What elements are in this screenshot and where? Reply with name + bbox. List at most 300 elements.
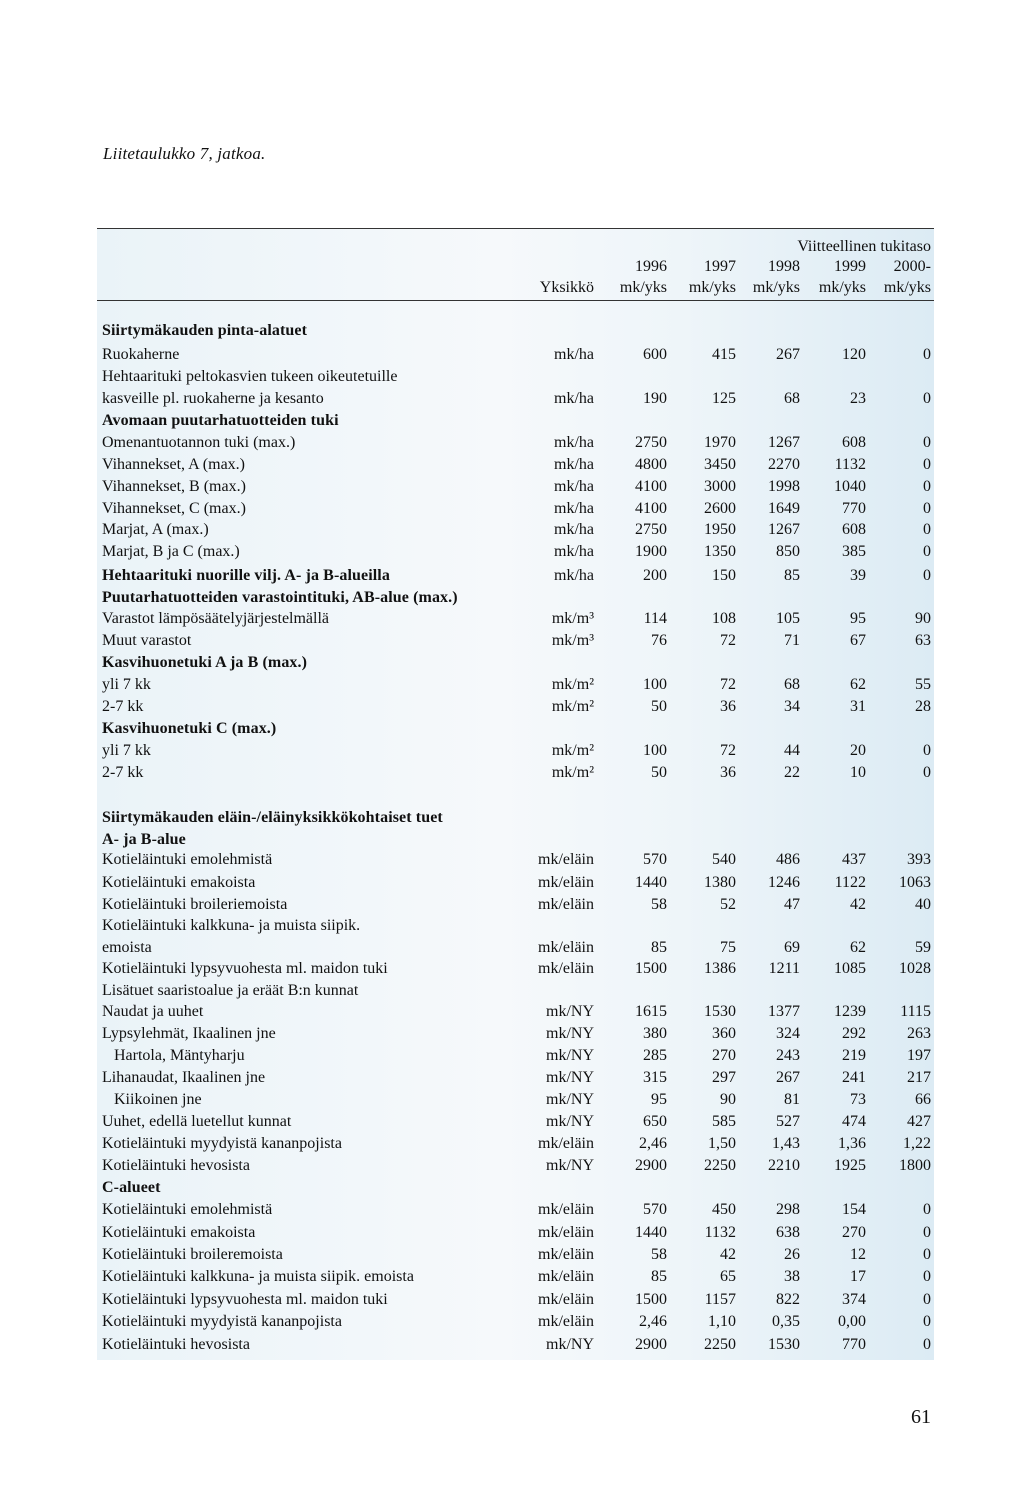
row-label: Kotieläintuki broileriemoista bbox=[102, 896, 288, 913]
section-heading: A- ja B-alue bbox=[102, 831, 186, 848]
value-cell: 72 bbox=[720, 742, 736, 759]
value-cell: 1122 bbox=[834, 874, 866, 891]
value-cell: 59 bbox=[915, 939, 931, 956]
header-year: 1998 bbox=[768, 258, 800, 275]
value-cell: 1,36 bbox=[838, 1135, 866, 1152]
row-label: Marjat, A (max.) bbox=[102, 521, 209, 538]
row-unit: mk/eläin bbox=[538, 939, 594, 956]
section-heading-row bbox=[0, 1177, 1024, 1199]
value-cell: 540 bbox=[712, 851, 736, 868]
value-cell: 154 bbox=[842, 1201, 866, 1218]
row-unit: mk/m² bbox=[551, 742, 594, 759]
value-cell: 385 bbox=[842, 543, 866, 560]
value-cell: 4800 bbox=[635, 456, 667, 473]
value-cell: 197 bbox=[907, 1047, 931, 1064]
value-cell: 600 bbox=[643, 346, 667, 363]
value-cell: 0,35 bbox=[772, 1313, 800, 1330]
section-heading: Kasvihuonetuki C (max.) bbox=[102, 720, 277, 737]
value-cell: 1925 bbox=[834, 1157, 866, 1174]
value-cell: 486 bbox=[776, 851, 800, 868]
value-cell: 0 bbox=[923, 346, 931, 363]
table-caption: Liitetaulukko 7, jatkoa. bbox=[103, 144, 266, 163]
header-year-unit: mk/yks bbox=[688, 279, 736, 296]
row-label: Vihannekset, C (max.) bbox=[102, 500, 246, 517]
value-cell: 42 bbox=[850, 896, 866, 913]
value-cell: 114 bbox=[643, 610, 667, 627]
row-unit: mk/NY bbox=[546, 1113, 594, 1130]
row-unit: mk/NY bbox=[546, 1047, 594, 1064]
table-row bbox=[0, 1133, 1024, 1155]
value-cell: 427 bbox=[907, 1113, 931, 1130]
value-cell: 0 bbox=[923, 543, 931, 560]
value-cell: 0 bbox=[923, 1336, 931, 1353]
value-cell: 1132 bbox=[834, 456, 866, 473]
value-cell: 28 bbox=[915, 698, 931, 715]
value-cell: 120 bbox=[842, 346, 866, 363]
value-cell: 71 bbox=[784, 632, 800, 649]
row-unit: mk/ha bbox=[554, 500, 594, 517]
header-year: 1996 bbox=[635, 258, 667, 275]
row-unit: mk/m² bbox=[551, 698, 594, 715]
value-cell: 0 bbox=[923, 1246, 931, 1263]
value-cell: 76 bbox=[651, 632, 667, 649]
value-cell: 1267 bbox=[768, 434, 800, 451]
table-row bbox=[0, 519, 1024, 541]
value-cell: 36 bbox=[720, 698, 736, 715]
row-unit: mk/eläin bbox=[538, 1246, 594, 1263]
row-unit: mk/NY bbox=[546, 1157, 594, 1174]
value-cell: 95 bbox=[651, 1091, 667, 1108]
value-cell: 285 bbox=[643, 1047, 667, 1064]
table-row bbox=[0, 1067, 1024, 1089]
page-number: 61 bbox=[911, 1406, 931, 1428]
table-row bbox=[0, 630, 1024, 652]
value-cell: 65 bbox=[720, 1268, 736, 1285]
value-cell: 324 bbox=[776, 1025, 800, 1042]
row-label: 2-7 kk bbox=[102, 698, 144, 715]
value-cell: 374 bbox=[842, 1291, 866, 1308]
section-heading: Avomaan puutarhatuotteiden tuki bbox=[102, 412, 339, 429]
header-unit-column: Yksikkö bbox=[539, 279, 594, 296]
value-cell: 437 bbox=[842, 851, 866, 868]
table-row bbox=[0, 476, 1024, 498]
value-cell: 52 bbox=[720, 896, 736, 913]
table-row bbox=[0, 1334, 1024, 1356]
value-cell: 90 bbox=[720, 1091, 736, 1108]
section-heading: Siirtymäkauden eläin-/eläinyksikkökohtaiset tuet bbox=[102, 809, 443, 826]
table-row bbox=[0, 1311, 1024, 1333]
section-heading: Siirtymäkauden pinta-alatuet bbox=[102, 322, 308, 339]
row-label: Varastot lämpösäätelyjärjestelmällä bbox=[102, 610, 330, 627]
value-cell: 100 bbox=[643, 742, 667, 759]
value-cell: 2900 bbox=[635, 1157, 667, 1174]
table-row bbox=[0, 1289, 1024, 1311]
row-label: Uuhet, edellä luetellut kunnat bbox=[102, 1113, 292, 1130]
row-label: Kotieläintuki lypsyvuohesta ml. maidon tuki bbox=[102, 960, 388, 977]
table-row bbox=[0, 980, 1024, 1002]
value-cell: 0 bbox=[923, 1313, 931, 1330]
table-row bbox=[0, 366, 1024, 388]
value-cell: 1440 bbox=[635, 1224, 667, 1241]
value-cell: 58 bbox=[651, 1246, 667, 1263]
table-row bbox=[0, 1001, 1024, 1023]
value-cell: 270 bbox=[712, 1047, 736, 1064]
value-cell: 1530 bbox=[768, 1336, 800, 1353]
table-row bbox=[0, 498, 1024, 520]
value-cell: 1063 bbox=[899, 874, 931, 891]
row-label: Kotieläintuki emakoista bbox=[102, 1224, 256, 1241]
row-unit: mk/m³ bbox=[551, 610, 594, 627]
row-unit: mk/ha bbox=[554, 346, 594, 363]
row-unit: mk/NY bbox=[546, 1069, 594, 1086]
row-unit: mk/eläin bbox=[538, 1268, 594, 1285]
value-cell: 360 bbox=[712, 1025, 736, 1042]
table-row bbox=[0, 1023, 1024, 1045]
value-cell: 2750 bbox=[635, 434, 667, 451]
value-cell: 1,10 bbox=[708, 1313, 736, 1330]
value-cell: 58 bbox=[651, 896, 667, 913]
row-label: Kotieläintuki lypsyvuohesta ml. maidon tuki bbox=[102, 1291, 388, 1308]
section-heading: Kasvihuonetuki A ja B (max.) bbox=[102, 654, 308, 671]
section-heading-row bbox=[0, 652, 1024, 674]
value-cell: 2750 bbox=[635, 521, 667, 538]
row-label: emoista bbox=[102, 939, 152, 956]
row-unit: mk/m³ bbox=[551, 632, 594, 649]
value-cell: 219 bbox=[842, 1047, 866, 1064]
value-cell: 10 bbox=[850, 764, 866, 781]
value-cell: 1950 bbox=[704, 521, 736, 538]
value-cell: 415 bbox=[712, 346, 736, 363]
value-cell: 50 bbox=[651, 764, 667, 781]
value-cell: 2600 bbox=[704, 500, 736, 517]
value-cell: 243 bbox=[776, 1047, 800, 1064]
value-cell: 1970 bbox=[704, 434, 736, 451]
value-cell: 0 bbox=[923, 521, 931, 538]
value-cell: 2900 bbox=[635, 1336, 667, 1353]
value-cell: 69 bbox=[784, 939, 800, 956]
row-label: Naudat ja uuhet bbox=[102, 1003, 204, 1020]
row-unit: mk/ha bbox=[554, 521, 594, 538]
section-heading-row bbox=[0, 565, 1024, 587]
value-cell: 108 bbox=[712, 610, 736, 627]
row-label: Muut varastot bbox=[102, 632, 192, 649]
row-label: Hehtaarituki peltokasvien tukeen oikeutetuille bbox=[102, 368, 398, 385]
value-cell: 2250 bbox=[704, 1157, 736, 1174]
value-cell: 23 bbox=[850, 390, 866, 407]
table-row bbox=[0, 894, 1024, 916]
value-cell: 0 bbox=[923, 1291, 931, 1308]
row-label: Kotieläintuki kalkkuna- ja muista siipik. emoista bbox=[102, 1268, 414, 1285]
value-cell: 0 bbox=[923, 567, 931, 584]
row-label: yli 7 kk bbox=[102, 742, 151, 759]
value-cell: 1239 bbox=[834, 1003, 866, 1020]
row-label: Kiikoinen jne bbox=[114, 1091, 202, 1108]
value-cell: 2270 bbox=[768, 456, 800, 473]
section-heading-row bbox=[0, 829, 1024, 851]
value-cell: 100 bbox=[643, 676, 667, 693]
value-cell: 125 bbox=[712, 390, 736, 407]
row-unit: mk/eläin bbox=[538, 1201, 594, 1218]
value-cell: 0 bbox=[923, 390, 931, 407]
value-cell: 1500 bbox=[635, 960, 667, 977]
value-cell: 1211 bbox=[768, 960, 800, 977]
value-cell: 190 bbox=[643, 390, 667, 407]
value-cell: 0 bbox=[923, 1201, 931, 1218]
row-label: kasveille pl. ruokaherne ja kesanto bbox=[102, 390, 324, 407]
value-cell: 638 bbox=[776, 1224, 800, 1241]
value-cell: 1115 bbox=[900, 1003, 931, 1020]
row-unit: mk/eläin bbox=[538, 1291, 594, 1308]
value-cell: 1800 bbox=[899, 1157, 931, 1174]
value-cell: 585 bbox=[712, 1113, 736, 1130]
value-cell: 380 bbox=[643, 1025, 667, 1042]
table-row bbox=[0, 1111, 1024, 1133]
value-cell: 44 bbox=[784, 742, 800, 759]
row-unit: mk/ha bbox=[554, 567, 594, 584]
header-year: 2000- bbox=[893, 258, 931, 275]
table-row bbox=[0, 1199, 1024, 1221]
value-cell: 527 bbox=[776, 1113, 800, 1130]
value-cell: 1157 bbox=[704, 1291, 736, 1308]
value-cell: 1,22 bbox=[903, 1135, 931, 1152]
table-row bbox=[0, 1244, 1024, 1266]
table-row bbox=[0, 1222, 1024, 1244]
value-cell: 20 bbox=[850, 742, 866, 759]
value-cell: 822 bbox=[776, 1291, 800, 1308]
row-label: Vihannekset, A (max.) bbox=[102, 456, 246, 473]
table-row bbox=[0, 388, 1024, 410]
section-heading-row bbox=[0, 320, 1024, 342]
row-unit: mk/eläin bbox=[538, 1135, 594, 1152]
value-cell: 42 bbox=[720, 1246, 736, 1263]
row-unit: mk/eläin bbox=[538, 1313, 594, 1330]
value-cell: 3450 bbox=[704, 456, 736, 473]
section-heading: Hehtaarituki nuorille vilj. A- ja B-alueilla bbox=[102, 567, 390, 584]
value-cell: 34 bbox=[784, 698, 800, 715]
value-cell: 63 bbox=[915, 632, 931, 649]
value-cell: 1386 bbox=[704, 960, 736, 977]
row-unit: mk/ha bbox=[554, 543, 594, 560]
row-unit: mk/eläin bbox=[538, 896, 594, 913]
value-cell: 47 bbox=[784, 896, 800, 913]
row-label: Kotieläintuki myydyistä kananpojista bbox=[102, 1135, 342, 1152]
row-unit: mk/ha bbox=[554, 478, 594, 495]
row-unit: mk/m² bbox=[551, 764, 594, 781]
value-cell: 22 bbox=[784, 764, 800, 781]
value-cell: 12 bbox=[850, 1246, 866, 1263]
value-cell: 66 bbox=[915, 1091, 931, 1108]
value-cell: 2,46 bbox=[639, 1135, 667, 1152]
value-cell: 55 bbox=[915, 676, 931, 693]
value-cell: 67 bbox=[850, 632, 866, 649]
value-cell: 105 bbox=[776, 610, 800, 627]
row-label: 2-7 kk bbox=[102, 764, 144, 781]
row-label: yli 7 kk bbox=[102, 676, 151, 693]
value-cell: 2250 bbox=[704, 1336, 736, 1353]
value-cell: 40 bbox=[915, 896, 931, 913]
value-cell: 1615 bbox=[635, 1003, 667, 1020]
header-year-unit: mk/yks bbox=[883, 279, 931, 296]
top-rule bbox=[97, 228, 934, 229]
row-label: Kotieläintuki kalkkuna- ja muista siipik. bbox=[102, 917, 361, 934]
value-cell: 200 bbox=[643, 567, 667, 584]
value-cell: 1500 bbox=[635, 1291, 667, 1308]
section-heading-row bbox=[0, 410, 1024, 432]
row-unit: mk/NY bbox=[546, 1003, 594, 1020]
table-row bbox=[0, 454, 1024, 476]
value-cell: 2210 bbox=[768, 1157, 800, 1174]
value-cell: 1530 bbox=[704, 1003, 736, 1020]
value-cell: 72 bbox=[720, 632, 736, 649]
row-unit: mk/eläin bbox=[538, 960, 594, 977]
value-cell: 1900 bbox=[635, 543, 667, 560]
section-heading: Puutarhatuotteiden varastointituki, AB-alue (max.) bbox=[102, 589, 458, 606]
table-row bbox=[0, 674, 1024, 696]
header-group-label: Viitteellinen tukitaso bbox=[797, 238, 931, 255]
row-label: Hartola, Mäntyharju bbox=[114, 1047, 245, 1064]
header-year: 1999 bbox=[834, 258, 866, 275]
row-label: Kotieläintuki emakoista bbox=[102, 874, 256, 891]
value-cell: 217 bbox=[907, 1069, 931, 1086]
value-cell: 0 bbox=[923, 764, 931, 781]
section-heading-row bbox=[0, 807, 1024, 829]
value-cell: 85 bbox=[651, 1268, 667, 1285]
value-cell: 0,00 bbox=[838, 1313, 866, 1330]
table-row bbox=[0, 696, 1024, 718]
value-cell: 770 bbox=[842, 1336, 866, 1353]
row-label: Vihannekset, B (max.) bbox=[102, 478, 246, 495]
value-cell: 75 bbox=[720, 939, 736, 956]
value-cell: 0 bbox=[923, 1268, 931, 1285]
value-cell: 50 bbox=[651, 698, 667, 715]
header-year-unit: mk/yks bbox=[619, 279, 667, 296]
table-row bbox=[0, 541, 1024, 563]
value-cell: 315 bbox=[643, 1069, 667, 1086]
row-unit: mk/ha bbox=[554, 456, 594, 473]
row-unit: mk/NY bbox=[546, 1091, 594, 1108]
value-cell: 150 bbox=[712, 567, 736, 584]
value-cell: 90 bbox=[915, 610, 931, 627]
value-cell: 1246 bbox=[768, 874, 800, 891]
value-cell: 4100 bbox=[635, 500, 667, 517]
value-cell: 62 bbox=[850, 676, 866, 693]
section-heading: C-alueet bbox=[102, 1179, 161, 1196]
value-cell: 1085 bbox=[834, 960, 866, 977]
value-cell: 31 bbox=[850, 698, 866, 715]
value-cell: 1,50 bbox=[708, 1135, 736, 1152]
row-unit: mk/eläin bbox=[538, 851, 594, 868]
value-cell: 0 bbox=[923, 478, 931, 495]
value-cell: 85 bbox=[651, 939, 667, 956]
value-cell: 0 bbox=[923, 456, 931, 473]
row-unit: mk/eläin bbox=[538, 1224, 594, 1241]
row-label: Kotieläintuki hevosista bbox=[102, 1157, 250, 1174]
header-year-unit: mk/yks bbox=[818, 279, 866, 296]
value-cell: 17 bbox=[850, 1268, 866, 1285]
table-row bbox=[0, 849, 1024, 871]
value-cell: 0 bbox=[923, 434, 931, 451]
row-unit: mk/eläin bbox=[538, 874, 594, 891]
value-cell: 770 bbox=[842, 500, 866, 517]
value-cell: 73 bbox=[850, 1091, 866, 1108]
value-cell: 1649 bbox=[768, 500, 800, 517]
value-cell: 1028 bbox=[899, 960, 931, 977]
value-cell: 2,46 bbox=[639, 1313, 667, 1330]
table-row bbox=[0, 740, 1024, 762]
row-label: Kotieläintuki myydyistä kananpojista bbox=[102, 1313, 342, 1330]
value-cell: 0 bbox=[923, 1224, 931, 1241]
table-row bbox=[0, 432, 1024, 454]
value-cell: 474 bbox=[842, 1113, 866, 1130]
value-cell: 292 bbox=[842, 1025, 866, 1042]
value-cell: 241 bbox=[842, 1069, 866, 1086]
row-unit: mk/m² bbox=[551, 676, 594, 693]
value-cell: 570 bbox=[643, 851, 667, 868]
value-cell: 450 bbox=[712, 1201, 736, 1218]
value-cell: 36 bbox=[720, 764, 736, 781]
value-cell: 4100 bbox=[635, 478, 667, 495]
row-label: Kotieläintuki hevosista bbox=[102, 1336, 250, 1353]
value-cell: 267 bbox=[776, 346, 800, 363]
value-cell: 1377 bbox=[768, 1003, 800, 1020]
value-cell: 72 bbox=[720, 676, 736, 693]
row-label: Kotieläintuki broileremoista bbox=[102, 1246, 283, 1263]
value-cell: 68 bbox=[784, 676, 800, 693]
header-year: 1997 bbox=[704, 258, 736, 275]
table-row bbox=[0, 1155, 1024, 1177]
header-rule bbox=[97, 300, 934, 301]
value-cell: 570 bbox=[643, 1201, 667, 1218]
value-cell: 95 bbox=[850, 610, 866, 627]
section-heading-row bbox=[0, 587, 1024, 609]
section-heading-row bbox=[0, 718, 1024, 740]
table-row bbox=[0, 958, 1024, 980]
value-cell: 62 bbox=[850, 939, 866, 956]
row-label: Kotieläintuki emolehmistä bbox=[102, 851, 273, 868]
value-cell: 1380 bbox=[704, 874, 736, 891]
value-cell: 1040 bbox=[834, 478, 866, 495]
value-cell: 38 bbox=[784, 1268, 800, 1285]
table-row bbox=[0, 872, 1024, 894]
value-cell: 81 bbox=[784, 1091, 800, 1108]
value-cell: 267 bbox=[776, 1069, 800, 1086]
value-cell: 0 bbox=[923, 500, 931, 517]
table-row bbox=[0, 1266, 1024, 1288]
value-cell: 1440 bbox=[635, 874, 667, 891]
row-label: Lihanaudat, Ikaalinen jne bbox=[102, 1069, 266, 1086]
value-cell: 608 bbox=[842, 434, 866, 451]
value-cell: 608 bbox=[842, 521, 866, 538]
table-row bbox=[0, 915, 1024, 937]
row-unit: mk/ha bbox=[554, 390, 594, 407]
row-label: Marjat, B ja C (max.) bbox=[102, 543, 240, 560]
row-label: Kotieläintuki emolehmistä bbox=[102, 1201, 273, 1218]
table-row bbox=[0, 762, 1024, 784]
header-year-unit: mk/yks bbox=[752, 279, 800, 296]
value-cell: 263 bbox=[907, 1025, 931, 1042]
value-cell: 39 bbox=[850, 567, 866, 584]
value-cell: 393 bbox=[907, 851, 931, 868]
value-cell: 850 bbox=[776, 543, 800, 560]
value-cell: 297 bbox=[712, 1069, 736, 1086]
value-cell: 298 bbox=[776, 1201, 800, 1218]
value-cell: 0 bbox=[923, 742, 931, 759]
table-row bbox=[0, 937, 1024, 959]
value-cell: 3000 bbox=[704, 478, 736, 495]
table-row bbox=[0, 1089, 1024, 1111]
value-cell: 270 bbox=[842, 1224, 866, 1241]
value-cell: 1998 bbox=[768, 478, 800, 495]
